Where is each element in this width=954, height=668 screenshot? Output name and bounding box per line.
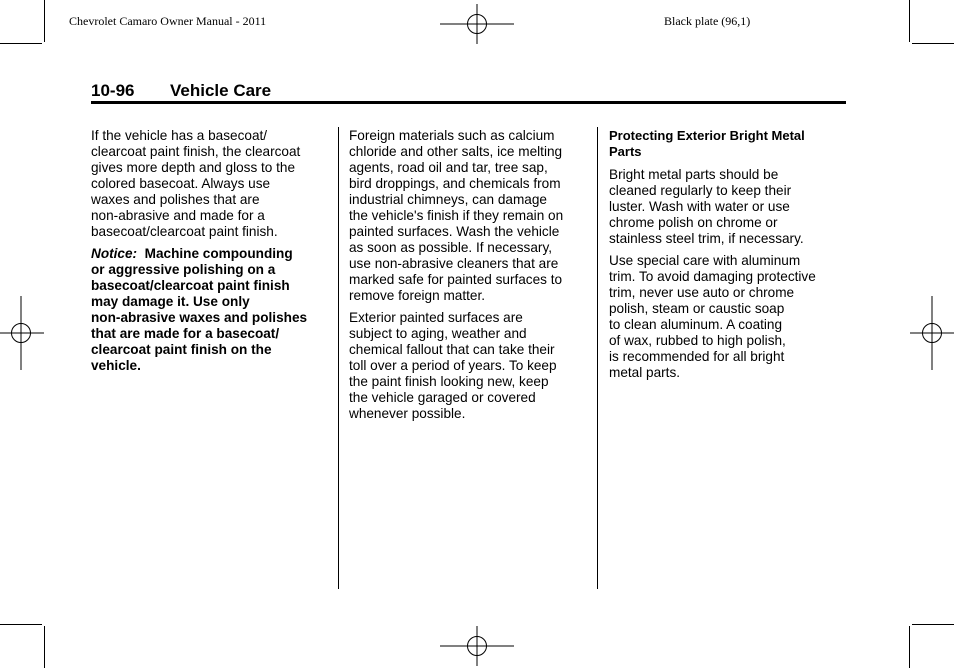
header-rule <box>91 101 846 104</box>
running-header-left: Chevrolet Camaro Owner Manual - 2011 <box>69 14 267 28</box>
notice-paragraph: Notice: Machine compounding or aggressive polishing on a basecoat/clearcoat paint finish may damage it. Use only non-abrasive waxes and polishes that are made for a basecoat/ clearcoat paint finish on the vehicle. <box>91 246 308 373</box>
registration-mark-top <box>440 4 516 44</box>
column-1 <box>91 128 331 380</box>
basecoat-paragraph: If the vehicle has a basecoat/ clearcoat paint finish, the clearcoat gives more depth and gloss to the colored basecoat. Always use waxes and polishes that are non-abrasive and made for a basecoat/clearcoat paint finish. <box>91 128 301 239</box>
notice-label: Notice: <box>91 246 138 261</box>
section-title: Vehicle Care <box>170 81 272 100</box>
page-number: 10-96 <box>91 81 135 100</box>
column-divider-1 <box>338 127 339 589</box>
exterior-surfaces-paragraph: Exterior painted surfaces are subject to aging, weather and chemical fallout that can take their toll over a period of years. To keep the paint finish looking new, keep the vehicle garaged or covered whenever possible. <box>349 310 557 421</box>
foreign-materials-paragraph: Foreign materials such as calcium chloride and other salts, ice melting agents, road oil and tar, tree sap, bird droppings, and chemicals from industrial chimneys, can damage the vehicle's finish if they remain on painted surfaces. Wash the vehicle as soon as possible. If necessary, use non-abrasive cleaners that are marked safe for painted surfaces to remove foreign matter. <box>349 128 564 303</box>
registration-mark-left <box>0 296 44 372</box>
running-header-right: Black plate (96,1) <box>664 14 751 28</box>
aluminum-trim-paragraph: Use special care with aluminum trim. To avoid damaging protective trim, never use auto or chrome polish, steam or caustic soap to clean aluminum. A coating of wax, rubbed to high polish, is recommended for all bright metal parts. <box>609 253 816 380</box>
column-3 <box>609 128 849 387</box>
column-2 <box>349 128 589 428</box>
registration-mark-right <box>910 296 954 372</box>
subsection-heading: Protecting Exterior Bright Metal Parts <box>609 128 805 159</box>
column-divider-2 <box>597 127 598 589</box>
bright-metal-paragraph: Bright metal parts should be cleaned regularly to keep their luster. Wash with water or use chrome polish on chrome or stainless steel trim, if necessary. <box>609 167 804 246</box>
registration-mark-bottom <box>440 626 516 666</box>
